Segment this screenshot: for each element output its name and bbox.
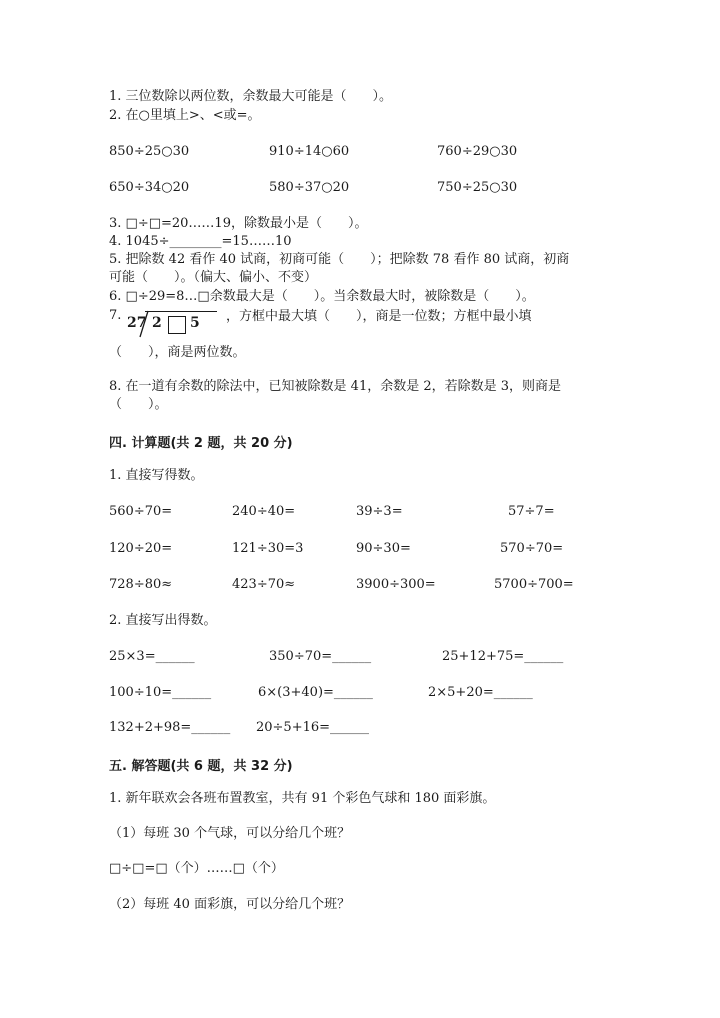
division-bracket-icon: [139, 310, 149, 338]
calc-item: 423÷70≈: [232, 577, 296, 592]
question-8-line1: 8. 在一道有余数的除法中，已知被除数是 41，余数是 2，若除数是 3，则商是: [109, 379, 562, 394]
calc-item: 20÷5+16=______: [256, 720, 370, 735]
long-division-figure: [127, 307, 219, 341]
calc-item: 132+2+98=______: [109, 720, 231, 735]
calc-item: 570÷70=: [500, 541, 564, 556]
question-3: 3. □÷□=20……19，除数最小是（ ）。: [109, 216, 368, 231]
blank-box: [168, 316, 186, 334]
dividend-digit: 5: [190, 315, 200, 331]
question-7-line2: （ ），商是两位数。: [109, 345, 246, 360]
compare-item: 580÷37○20: [269, 180, 350, 195]
calc-item: 25×3=______: [109, 649, 195, 664]
calc-item: 57÷7=: [508, 504, 555, 519]
calc-item: 240÷40=: [232, 504, 296, 519]
question-7-number: 7.: [109, 308, 122, 323]
calc-item: 2×5+20=______: [428, 685, 533, 700]
calc-item: 560÷70=: [109, 504, 173, 519]
question-8-line2: （ ）。: [109, 397, 168, 412]
compare-item: 750÷25○30: [437, 180, 518, 195]
calc-item: 25+12+75=______: [442, 649, 564, 664]
calc-item: 3900÷300=: [356, 577, 436, 592]
section-5-q1-sub1: （1）每班 30 个气球，可以分给几个班？: [109, 826, 351, 841]
question-2: 2. 在○里填上>、<或=。: [109, 108, 261, 123]
section-4-title: 四. 计算题(共 2 题，共 20 分): [109, 436, 293, 451]
section-5-title: 五. 解答题(共 6 题，共 32 分): [109, 759, 293, 774]
compare-item: 650÷34○20: [109, 180, 190, 195]
question-4: 4. 1045÷________=15……10: [109, 234, 292, 249]
calc-item: 350÷70=______: [269, 649, 372, 664]
question-5-line2: 可能（ ）。（偏大、偏小、不变）: [109, 270, 318, 285]
calc-item: 6×(3+40)=______: [258, 685, 373, 700]
calc-item: 39÷3=: [356, 504, 403, 519]
question-6: 6. □÷29=8…□余数最大是（ ）。当余数最大时，被除数是（ ）。: [109, 289, 535, 304]
dividend-digit: 2: [152, 315, 162, 331]
compare-item: 850÷25○30: [109, 144, 190, 159]
calc-item: 5700÷700=: [494, 577, 574, 592]
calc-item: 728÷80≈: [109, 577, 173, 592]
section-4-q2: 2. 直接写出得数。: [109, 613, 217, 628]
calc-item: 100÷10=______: [109, 685, 212, 700]
calc-item: 121÷30=3: [232, 541, 304, 556]
question-7-text: ，方框中最大填（ ），商是一位数；方框中最小填: [226, 309, 532, 324]
calc-item: 120÷20=: [109, 541, 173, 556]
section-5-q1: 1. 新年联欢会各班布置教室，共有 91 个彩色气球和 180 面彩旗。: [109, 791, 496, 806]
question-5-line1: 5. 把除数 42 看作 40 试商，初商可能（ ）；把除数 78 看作 80 试商，初商: [109, 252, 570, 267]
calc-item: 90÷30=: [356, 541, 411, 556]
question-1: 1. 三位数除以两位数，余数最大可能是（ ）。: [109, 89, 393, 104]
section-4-q1: 1. 直接写得数。: [109, 468, 204, 483]
compare-item: 910÷14○60: [269, 144, 350, 159]
section-5-q1-sub2: （2）每班 40 面彩旗，可以分给几个班？: [109, 897, 351, 912]
divisor: 27: [127, 315, 147, 331]
compare-item: 760÷29○30: [437, 144, 518, 159]
division-bar: [145, 311, 217, 312]
section-5-q1-formula: □÷□=□（个）……□（个）: [109, 861, 284, 876]
